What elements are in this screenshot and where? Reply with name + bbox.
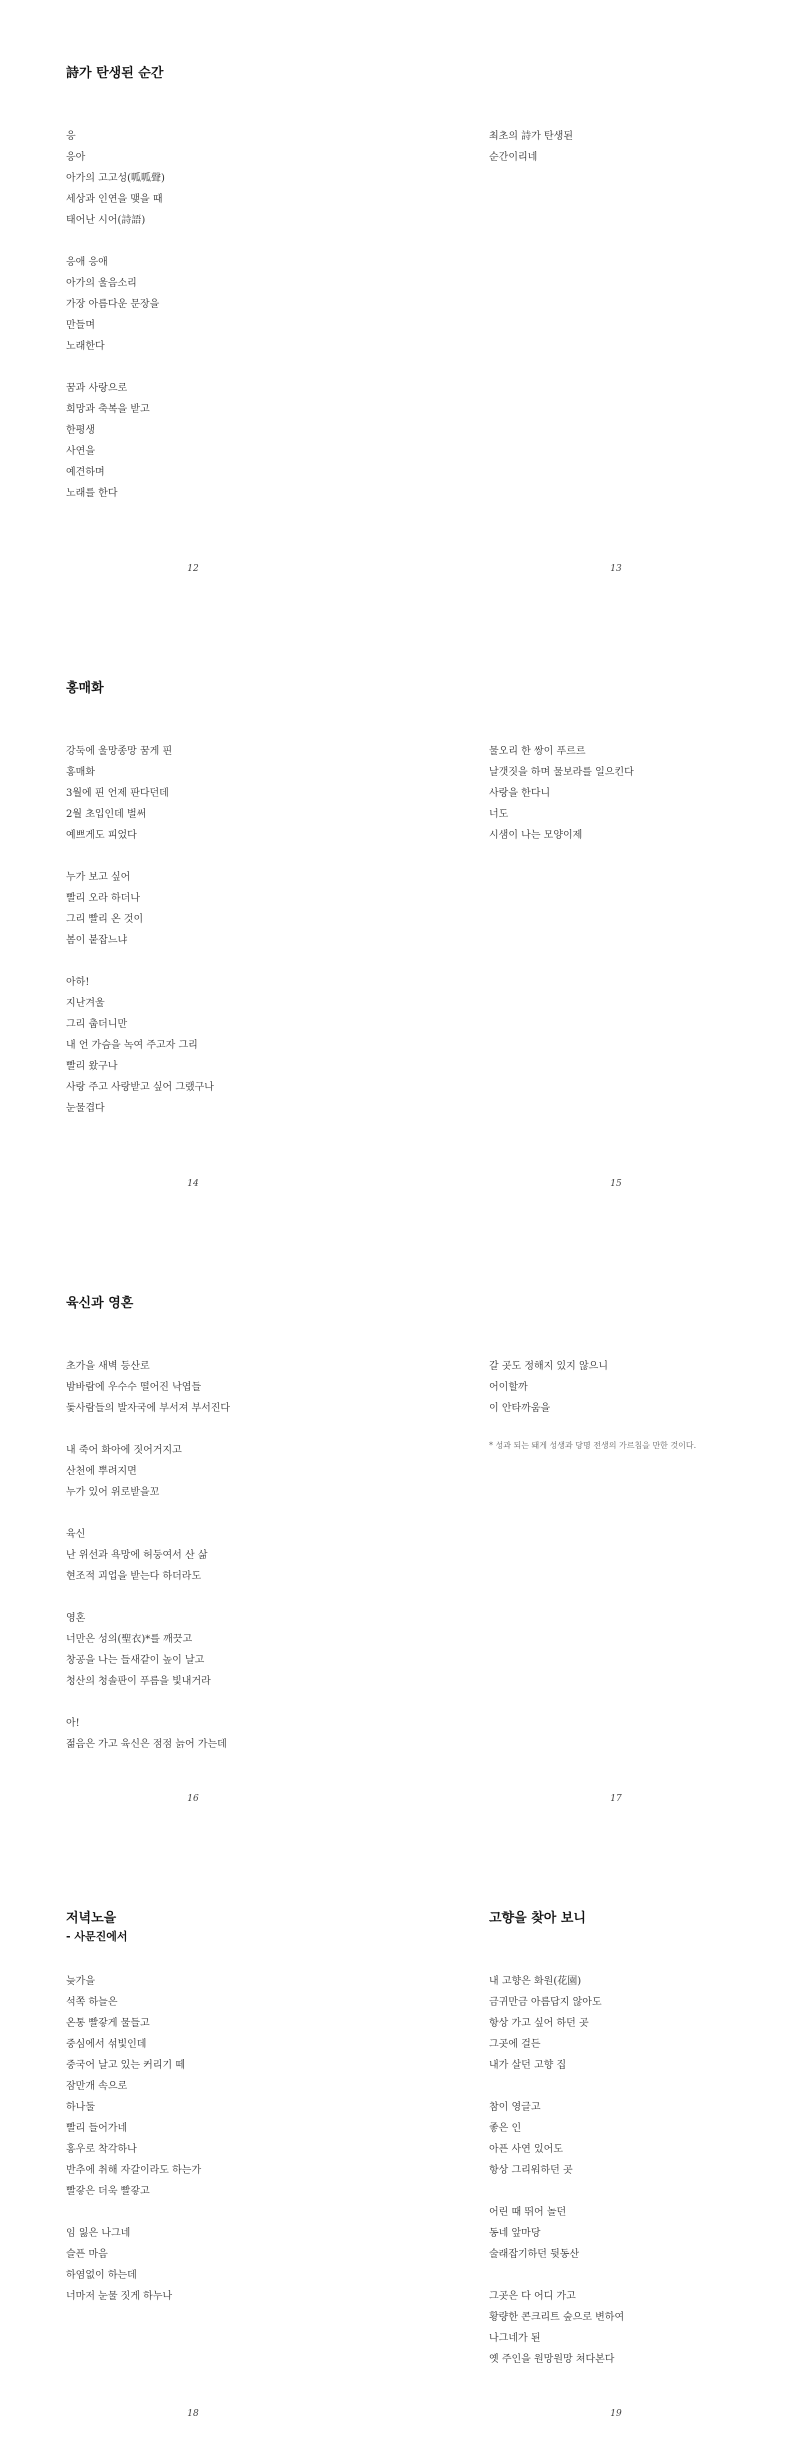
poem-line: 젊음은 가고 육신은 점점 늙어 가는데	[66, 1739, 227, 1750]
poem-line: 어린 때 뛰어 놀던	[489, 2207, 567, 2218]
poem-title: 홍매화	[66, 681, 104, 696]
poem-body	[489, 126, 810, 189]
poem-stanza	[489, 1356, 810, 1419]
poem-line: 만들며	[66, 320, 95, 331]
poem-stanza	[66, 1524, 396, 1587]
poem-line: 초가을 새벽 등산로	[66, 1361, 150, 1372]
poem-line: 지난겨울	[66, 998, 105, 1009]
poem-line: 영혼	[66, 1613, 86, 1624]
poem-line: 너마저 눈물 짓게 하누나	[66, 2291, 173, 2302]
poem-stanza	[66, 1356, 396, 1419]
poem-title: 저녁노을	[66, 1911, 117, 1926]
poem-line: 누가 있어 위로받을꼬	[66, 1487, 160, 1498]
poem-line: 사연을	[66, 446, 95, 457]
poem-line: 온통 빨갛게 물들고	[66, 2018, 150, 2029]
poem-line: 그곳에 걸든	[489, 2039, 541, 2050]
poem-line: 사랑 주고 사랑받고 싶어 그랬구나	[66, 1082, 214, 1093]
poem-line: 이 안타까움을	[489, 1403, 551, 1414]
poem-stanza	[66, 972, 396, 1119]
poem-line: 빨리 오라 하더나	[66, 893, 140, 904]
page-number: 14	[187, 1179, 199, 1189]
poem-line: 좋은 인	[489, 2123, 522, 2134]
poem-body	[489, 741, 810, 867]
poem-line: 난 위선과 욕망에 허둥여서 산 삶	[66, 1550, 208, 1561]
poem-line: 그리 빨리 온 것이	[66, 914, 144, 925]
poem-stanza	[489, 1971, 810, 2076]
poem-line: 응아	[66, 152, 86, 163]
poem-line: 반추에 취해 자갈이라도 하는가	[66, 2165, 202, 2176]
poem-line: 물오리 한 쌍이 푸르르	[489, 746, 586, 757]
poem-line: 희망과 축복을 받고	[66, 404, 150, 415]
page-number: 18	[187, 2409, 199, 2419]
poem-line: 아!	[66, 1718, 80, 1729]
poem-line: 산천에 뿌려지면	[66, 1466, 137, 1477]
poem-line: 그리 춥더니만	[66, 1019, 128, 1030]
poem-line: 내 고향은 화원(花園)	[489, 1976, 582, 1987]
poem-line: 항상 가고 싶어 하던 곳	[489, 2018, 589, 2029]
book-spread	[0, 1845, 810, 2460]
poem-line: 예쁘게도 피었다	[66, 830, 137, 841]
poem-line: 아가의 울음소리	[66, 278, 137, 289]
poem-line: 아픈 사연 있어도	[489, 2144, 563, 2155]
poem-line: 빨갛은 더욱 빨갛고	[66, 2186, 150, 2197]
poem-stanza	[66, 1608, 396, 1692]
poem-line: 금귀만금 아름답지 않아도	[489, 1997, 602, 2008]
poem-line: 슬픈 마음	[66, 2249, 108, 2260]
poem-line: 내가 살던 고향 집	[489, 2060, 567, 2071]
poem-line: 홍우로 착각하나	[66, 2144, 137, 2155]
poem-line: 나그네가 된	[489, 2333, 541, 2344]
poem-line: 현조적 괴업을 받는다 하더라도	[66, 1571, 202, 1582]
poem-line: 노래를 한다	[66, 488, 118, 499]
poem-line: 하염없이 하는데	[66, 2270, 137, 2281]
poem-line: 노래한다	[66, 341, 105, 352]
poem-stanza	[66, 252, 396, 357]
poem-line: 창공을 나는 들새같이 높이 날고	[66, 1655, 205, 1666]
poem-body	[489, 1356, 810, 1452]
poem-line: 순간이리네	[489, 152, 538, 163]
poem-line: 빨리 왔구나	[66, 1061, 118, 1072]
poem-stanza	[489, 741, 810, 846]
poem-line: 돛사람들의 발자국에 부서져 부서진다	[66, 1403, 231, 1414]
book-spread	[0, 615, 810, 1230]
poem-line: 최초의 詩가 탄생된	[489, 131, 573, 142]
poem-subtitle: - 사문진에서	[66, 1930, 128, 1943]
poem-line: 옛 주인을 원망원망 쳐다본다	[489, 2354, 615, 2365]
poem-line: 3월에 핀 언제 판다던데	[66, 788, 169, 799]
poem-stanza	[66, 2223, 396, 2307]
poem-line: 누가 보고 싶어	[66, 872, 131, 883]
poem-stanza	[489, 2097, 810, 2181]
page-number: 15	[610, 1179, 622, 1189]
book-page-right	[405, 0, 810, 615]
poem-line: 황량한 콘크리트 숲으로 변하여	[489, 2312, 625, 2323]
book-page-right	[405, 615, 810, 1230]
poem-title: 고향을 찾아 보니	[489, 1911, 586, 1926]
book-page-left	[0, 1230, 405, 1845]
poem-line: 그곳은 다 어디 가고	[489, 2291, 576, 2302]
book-page-right	[405, 1230, 810, 1845]
poem-line: 항상 그리워하던 곳	[489, 2165, 573, 2176]
poem-line: 너도	[489, 809, 509, 820]
poem-line: 2월 초입인데 벌써	[66, 809, 147, 820]
poem-line: 응애 응애	[66, 257, 108, 268]
poem-stanza	[489, 2202, 810, 2265]
poem-line: 갈 곳도 정해지 있지 않으니	[489, 1361, 608, 1372]
poem-stanza	[66, 867, 396, 951]
poem-stanza	[66, 1971, 396, 2202]
poem-line: 강둑에 울망종망 꿈게 핀	[66, 746, 173, 757]
poem-line: 석쪽 하늘은	[66, 1997, 118, 2008]
poem-line: 늦가을	[66, 1976, 95, 1987]
poem-line: 청산의 청솔판이 푸름을 빛내거라	[66, 1676, 211, 1687]
poem-stanza	[489, 2286, 810, 2370]
poem-line: 참이 영글고	[489, 2102, 541, 2113]
poem-body	[66, 741, 396, 1140]
poem-line: 세상과 인연을 맺을 때	[66, 194, 163, 205]
poem-line: 가장 아름다운 문장을	[66, 299, 160, 310]
footnote: * 성과 되는 돼게 성생과 당명 전생의 가르침을 만한 것이다.	[489, 1441, 697, 1450]
poem-line: 한평생	[66, 425, 95, 436]
book-page-right	[405, 1845, 810, 2460]
page-number: 19	[610, 2409, 622, 2419]
poem-line: 사랑을 한다니	[489, 788, 551, 799]
book-page-left	[0, 1845, 405, 2460]
poem-body	[489, 1971, 810, 2391]
poem-body	[66, 1971, 396, 2328]
poem-line: 중심에서 섞빛인데	[66, 2039, 147, 2050]
poem-body	[66, 1356, 396, 1776]
poem-line: 동네 앞마당	[489, 2228, 541, 2239]
poem-body	[66, 126, 396, 525]
poem-line: 어이할까	[489, 1382, 528, 1393]
poem-line: 꿈과 사랑으로	[66, 383, 128, 394]
poem-line: 시샘이 나는 모양이제	[489, 830, 583, 841]
poem-line: 내 언 가슴을 녹여 주고자 그리	[66, 1040, 198, 1051]
poem-line: 중국어 날고 있는 커리기 떼	[66, 2060, 185, 2071]
poem-line: 아가의 고고성(呱呱聲)	[66, 173, 165, 184]
poem-stanza	[489, 126, 810, 168]
poem-line: 육신	[66, 1529, 86, 1540]
poem-line: 봄이 붙잡느냐	[66, 935, 128, 946]
poem-stanza	[66, 1440, 396, 1503]
poem-title: 詩가 탄생된 순간	[66, 66, 164, 81]
poem-line: 홍매화	[66, 767, 95, 778]
poem-stanza	[66, 126, 396, 231]
poem-line: 태어난 시어(詩語)	[66, 215, 146, 226]
page-number: 16	[187, 1794, 199, 1804]
poem-line: 내 죽어 화아에 짓어거지고	[66, 1445, 182, 1456]
poem-line: 빨리 들어가네	[66, 2123, 128, 2134]
poem-line: 예견하며	[66, 467, 105, 478]
poem-line: 눈물겹다	[66, 1103, 105, 1114]
poem-title: 육신과 영혼	[66, 1296, 134, 1311]
poem-stanza	[66, 378, 396, 504]
page-number: 12	[187, 564, 199, 574]
page-number: 17	[610, 1794, 622, 1804]
poem-line: 잠만개 속으로	[66, 2081, 128, 2092]
book-page-left	[0, 0, 405, 615]
book-spread	[0, 0, 810, 615]
poem-stanza	[66, 741, 396, 846]
poem-line: 밤바람에 우수수 떨어진 낙엽들	[66, 1382, 202, 1393]
poem-line: 너만은 성의(聖衣)*를 깨끗고	[66, 1634, 193, 1645]
poem-line: 아하!	[66, 977, 90, 988]
book-page-left	[0, 615, 405, 1230]
poem-line: 하나둘	[66, 2102, 95, 2113]
book-spread	[0, 1230, 810, 1845]
poem-line: 술래잡기하던 뒷동산	[489, 2249, 580, 2260]
poem-stanza	[66, 1713, 396, 1755]
page-number: 13	[610, 564, 622, 574]
poem-line: 날갯짓을 하며 물보라를 일으킨다	[489, 767, 634, 778]
poem-line: 응	[66, 131, 76, 142]
poem-line: 임 잃은 나그네	[66, 2228, 131, 2239]
